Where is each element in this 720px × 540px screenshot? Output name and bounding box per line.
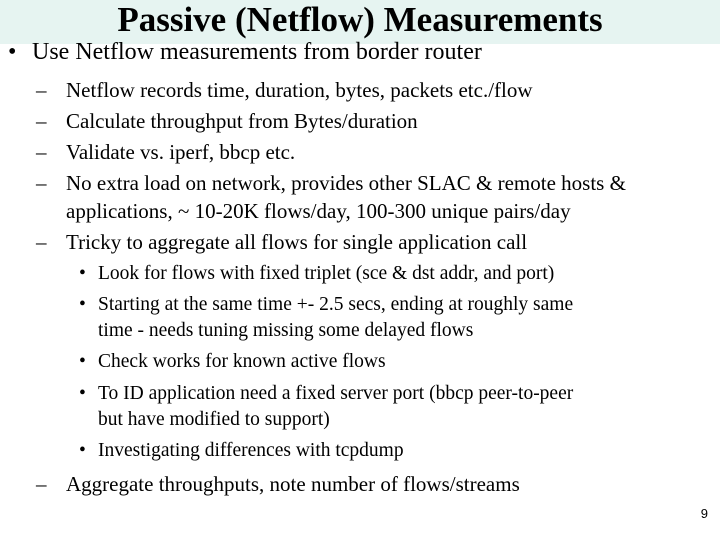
- sub-sub-bullet-id-application-continued: but have modified to support): [98, 409, 330, 430]
- dash-marker: –: [36, 472, 47, 496]
- sub-sub-bullet-marker: •: [79, 294, 86, 315]
- sub-bullet-aggregate-throughputs: Aggregate throughputs, note number of flows/streams: [66, 472, 520, 496]
- dash-marker: –: [36, 171, 47, 195]
- sub-sub-bullet-id-application: To ID application need a fixed server port (bbcp peer-to-peer: [98, 383, 574, 404]
- page-number: 9: [700, 506, 708, 521]
- sub-bullet-calculate-throughput: Calculate throughput from Bytes/duration: [66, 109, 418, 133]
- sub-sub-bullet-starting-time-continued: time - needs tuning missing some delayed flows: [98, 320, 474, 341]
- sub-sub-bullet-tcpdump: Investigating differences with tcpdump: [98, 440, 404, 461]
- sub-sub-bullet-marker: •: [79, 383, 86, 404]
- sub-bullet-tricky-aggregate: Tricky to aggregate all flows for single application call: [66, 230, 528, 254]
- sub-bullet-no-extra-load: No extra load on network, provides other SLAC & remote hosts &: [66, 171, 626, 195]
- bullet-netflow-measurements: Use Netflow measurements from border router: [32, 39, 482, 65]
- sub-sub-bullet-marker: •: [79, 263, 86, 284]
- sub-sub-bullet-marker: •: [79, 440, 86, 461]
- dash-marker: –: [36, 140, 47, 164]
- sub-sub-bullet-fixed-triplet: Look for flows with fixed triplet (sce & dst addr, and port): [98, 263, 555, 284]
- sub-sub-bullet-starting-time: Starting at the same time +- 2.5 secs, ending at roughly same: [98, 294, 574, 315]
- sub-sub-bullet-check-works: Check works for known active flows: [98, 351, 386, 372]
- sub-sub-bullet-marker: •: [79, 351, 86, 372]
- sub-bullet-netflow-records: Netflow records time, duration, bytes, packets etc./flow: [66, 78, 533, 102]
- sub-bullet-no-extra-load-continued: applications, ~ 10-20K flows/day, 100-300 unique pairs/day: [66, 199, 571, 223]
- slide-title: Passive (Netflow) Measurements: [117, 0, 603, 39]
- dash-marker: –: [36, 109, 47, 133]
- bullet-marker: •: [8, 39, 17, 65]
- dash-marker: –: [36, 78, 47, 102]
- sub-bullet-validate: Validate vs. iperf, bbcp etc.: [66, 140, 296, 164]
- dash-marker: –: [36, 230, 47, 254]
